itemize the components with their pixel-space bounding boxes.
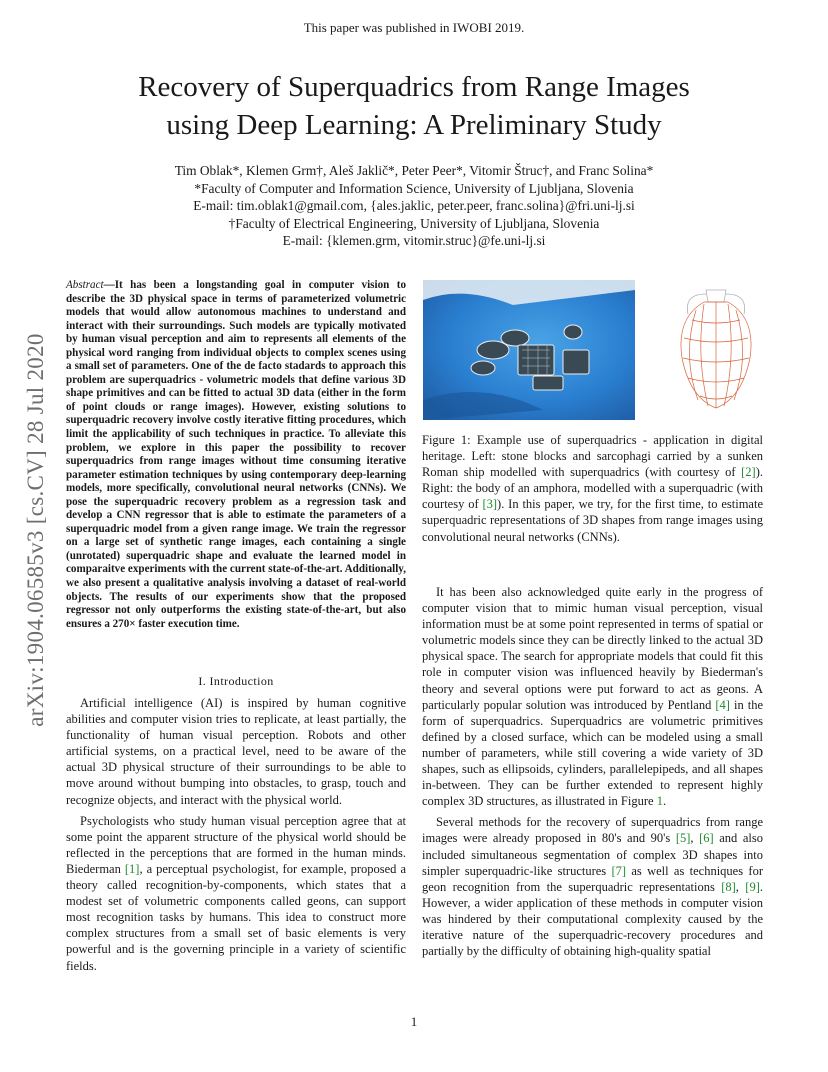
page-number: 1 [410,1014,418,1029]
citation-link[interactable]: [8] [721,879,736,894]
right-paragraph-2 [422,814,763,959]
text-run: . However, a wider application of these methods in computer vision was hindered by their computational complexity caused by the iterative nature of the superquadric-recovery procedures and partially by the difficulty of obtaining high-quality spatial [422,879,763,959]
text-run: , [735,879,746,894]
text-run: Several methods for the recovery of superquadrics from range images were already proposed in 80's and 90's [422,815,763,846]
arxiv-stamp [6,295,66,765]
right-column-body [422,584,763,959]
citation-link[interactable]: [6] [699,831,714,846]
title-line-2: using Deep Learning: A Preliminary Study [166,109,662,141]
arxiv-stamp-text: arXiv:1904.06585v3 [cs.CV] 28 Jul 2020 [23,333,48,727]
text-run: , a perceptual psychologist, for example, proposed a theory called recognition-by-components, which states that a modest set of volumetric components called geons, can support most recognition tasks by humans. This idea to construct more complex structures from a small set of basic elements is very powerful and is the governing principle in a variety of scientific fields. [66,861,406,973]
text-run: Figure 1: Example use of superquadrics - application in digital heritage. Left: stone blocks and sarcophagi carried by a sunken Roman ship modelled with superquadrics (with courtesy of [422,433,763,480]
abstract-label: Abstract [66,279,104,291]
abstract-text: —It has been a longstanding goal in computer vision to describe the 3D physical space in terms of parameterized volumetric models that would allow autonomous machines to understand and interact with their surroundings. Such models are typically motivated by human visual perception and aim to represents all elements of the physical word ranging from individual objects to complex scenes using a small set of parameters. One of the de facto stadards to approach this problem are superquadrics - volumetric models that define various 3D shape primitives and can be fitted to actual 3D data (either in the form of point clouds or range images). However, existing solutions to superquadric recovery involve costly iterative fitting procedures, which limit the applicability of such techniques in practice. To alleviate this problem, we explore in this paper the possibility to recover superquadrics from range images without time consuming iterative parameter estimation techniques by using contemporary deep-learning models, more specifically, convolutional neural networks (CNNs). We pose the superquadric recovery problem as a regression task and develop a CNN regressor that is able to estimate the parameters of a superquadric model from a given range image. We train the regressor on a large set of synthetic range images, each containing a single (unrotated) superquadric shape and evaluate the learned model in comparaitve experiments with the current state-of-the-art. Additionally, we also present a qualitative analysis involving a dataset of real-world objects. The results of our experiments show that the proposed regressor not only outperforms the existing state-of-the-art, but also ensures a 270× faster execution time. [66,279,406,630]
author-block [40,162,788,250]
affiliation-2: †Faculty of Electrical Engineering, University of Ljubljana, Slovenia [228,215,600,231]
citation-link[interactable]: [5] [675,831,691,846]
introduction-body [66,695,406,974]
citation-link[interactable]: [4] [715,697,730,712]
affiliation-1: *Faculty of Computer and Information Science, University of Ljubljana, Slovenia [194,180,634,196]
intro-paragraph-1: Artificial intelligence (AI) is inspired by human cognitive abilities and computer vision tries to replicate, at least partially, the functionality of human visual perception. Robots and other artificial systems, on a practical level, need to be aware of the actual 3D physical structure of their surroundings to be able to move around without bumping into obstacles, to grasp, touch and recognize objects, and interact with the physical world. [66,696,406,807]
text-run: and also included simultaneous segmentation of complex 3D shapes into simpler superquadric-like structures [422,831,764,878]
citation-link[interactable]: [3] [482,497,498,512]
text-run: . [662,794,667,809]
title-line-1: Recovery of Superquadrics from Range Images [138,71,690,103]
text-run: ). In this paper, we try, for the first time, to estimate superquadric representations of 3D shapes from range images using convolutional neural networks (CNNs). [422,497,763,544]
text-run: Psychologists who study human visual perception agree that at some point the apparent structure of the physical world should be reflected in the perceptions that are formed in the human minds. Biederman [66,813,406,876]
email-1: E-mail: tim.oblak1@gmail.com, {ales.jaklic, peter.peer, franc.solina}@fri.uni-lj.si [193,198,635,214]
citation-link[interactable]: [1] [124,861,140,876]
abstract [66,279,406,631]
text-run: in the form of superquadrics. Superquadrics are volumetric primitives defined by a closed surface, which can be modeled using a small number of parameters, while still covering a wide variety of 3D shapes, such as ellipsoids, cylinders, parallelepipeds, and all shapes in-between. They can be further extended to represent highly complex 3D structures, as illustrated in Figure [422,697,763,809]
right-paragraph-1 [422,584,763,809]
figure-link[interactable]: 1 [656,794,663,809]
text-run: It has been also acknowledged quite early in the progress of computer vision that to mimic human visual perception, visual information must be at some point represented in terms of spatial or volumetric models since they can be directly linked to the actual 3D physical space. The search for appropriate models that could fit this role in computer vision was influenced heavily by Biederman's theory and several options were put forward to act as geons. A particularly popular solution was introduced by Pentland [422,585,763,712]
citation-link[interactable]: [7] [611,863,627,878]
figure-1-shipwreck-image [423,280,635,420]
text-run: ). Right: the body of an amphora, modelled with a superquadric (with courtesy of [422,465,763,512]
section-heading-introduction: I. Introduction [198,674,274,688]
figure-1-caption [422,432,763,545]
figure-1-amphora-image [668,280,764,420]
paper-title [40,68,788,144]
text-run: as well as techniques for geon recognition from the superquadric representations [422,863,763,894]
intro-paragraph-2 [66,813,406,974]
author-names: Tim Oblak*, Klemen Grm†, Aleš Jaklič*, Peter Peer*, Vitomir Štruc†, and Franc Solina* [174,163,654,178]
publication-note: This paper was published in IWOBI 2019. [303,20,525,35]
email-2: E-mail: {klemen.grm, vitomir.struc}@fe.uni-lj.si [282,233,546,249]
citation-link[interactable]: [9] [745,879,760,894]
text-run: , [690,831,700,846]
citation-link[interactable]: [2] [741,465,756,480]
